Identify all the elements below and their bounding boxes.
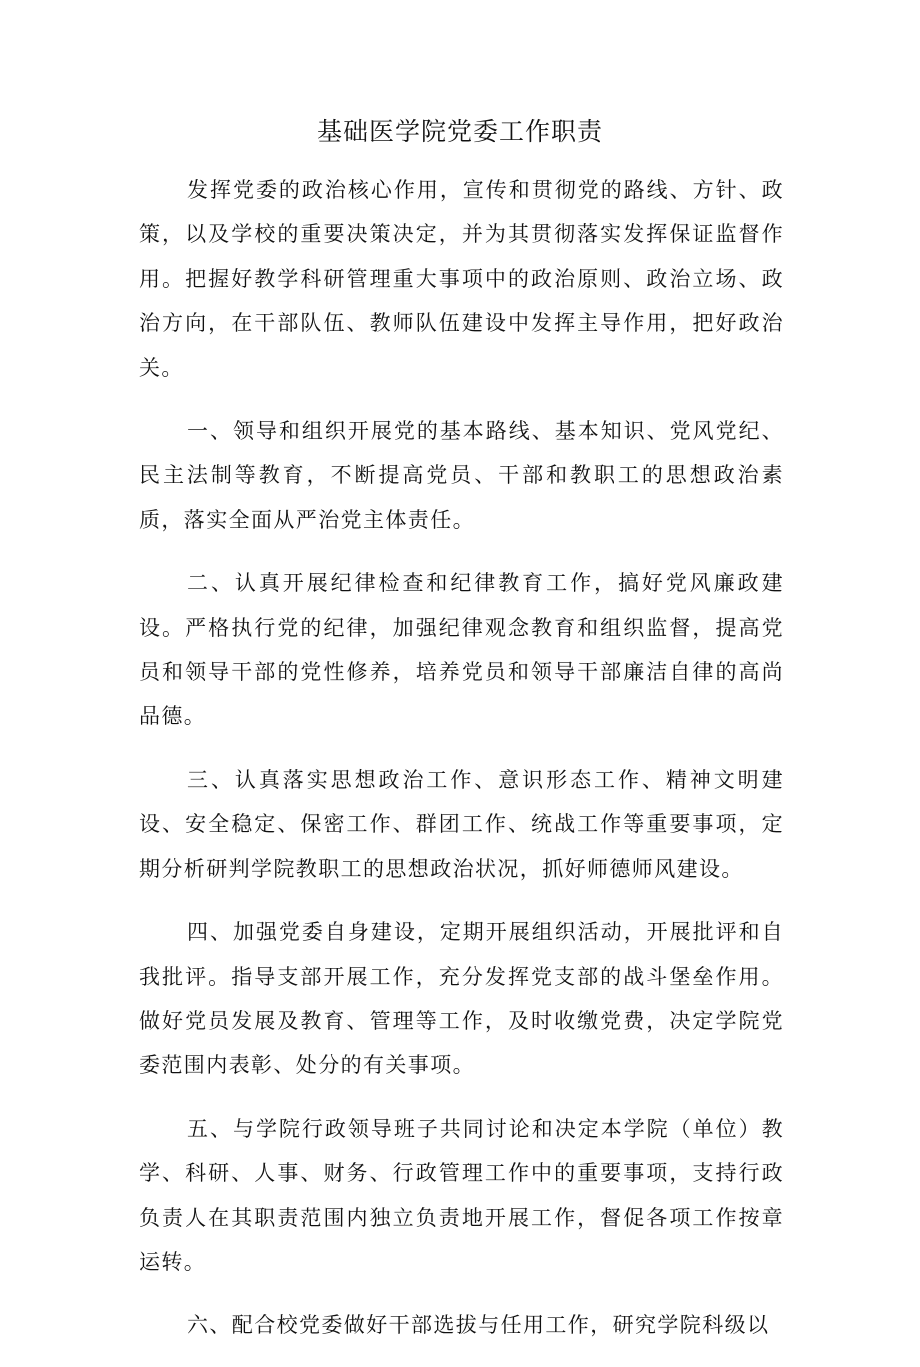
duty-paragraph-2: 二、认真开展纪律检查和纪律教育工作，搞好党风廉政建设。严格执行党的纪律，加强纪律观念教育和组织监督，提高党员和领导干部的党性修养，培养党员和领导干部廉洁自律的高尚品德。 <box>139 571 784 729</box>
document-title: 基础医学院党委工作职责 <box>316 117 603 146</box>
duty-paragraph-6: 六、配合校党委做好干部选拔与任用工作，研究学院科级以 <box>187 1313 770 1338</box>
document-body <box>139 168 784 1367</box>
duty-paragraph-1: 一、领导和组织开展党的基本路线、基本知识、党风党纪、民主法制等教育，不断提高党员、干部和教职工的思想政治素质，落实全面从严治党主体责任。 <box>139 419 784 532</box>
intro-paragraph: 发挥党委的政治核心作用，宣传和贯彻党的路线、方针、政策，以及学校的重要决策决定，并为其贯彻落实发挥保证监督作用。把握好教学科研管理重大事项中的政治原则、政治立场、政治方向，在干部队伍、教师队伍建设中发挥主导作用，把好政治关。 <box>139 178 784 380</box>
duty-paragraph-3: 三、认真落实思想政治工作、意识形态工作、精神文明建设、安全稳定、保密工作、群团工作、统战工作等重要事项，定期分析研判学院教职工的思想政治状况，抓好师德师风建设。 <box>139 767 784 881</box>
duty-paragraph-4: 四、加强党委自身建设，定期开展组织活动，开展批评和自我批评。指导支部开展工作，充分发挥党支部的战斗堡垒作用。做好党员发展及教育、管理等工作，及时收缴党费，决定学院党委范围内表彰、处分的有关事项。 <box>139 920 784 1078</box>
duty-paragraph-5: 五、与学院行政领导班子共同讨论和决定本学院（单位）教学、科研、人事、财务、行政管理工作中的重要事项，支持行政负责人在其职责范围内独立负责地开展工作，督促各项工作按章运转。 <box>139 1116 784 1274</box>
